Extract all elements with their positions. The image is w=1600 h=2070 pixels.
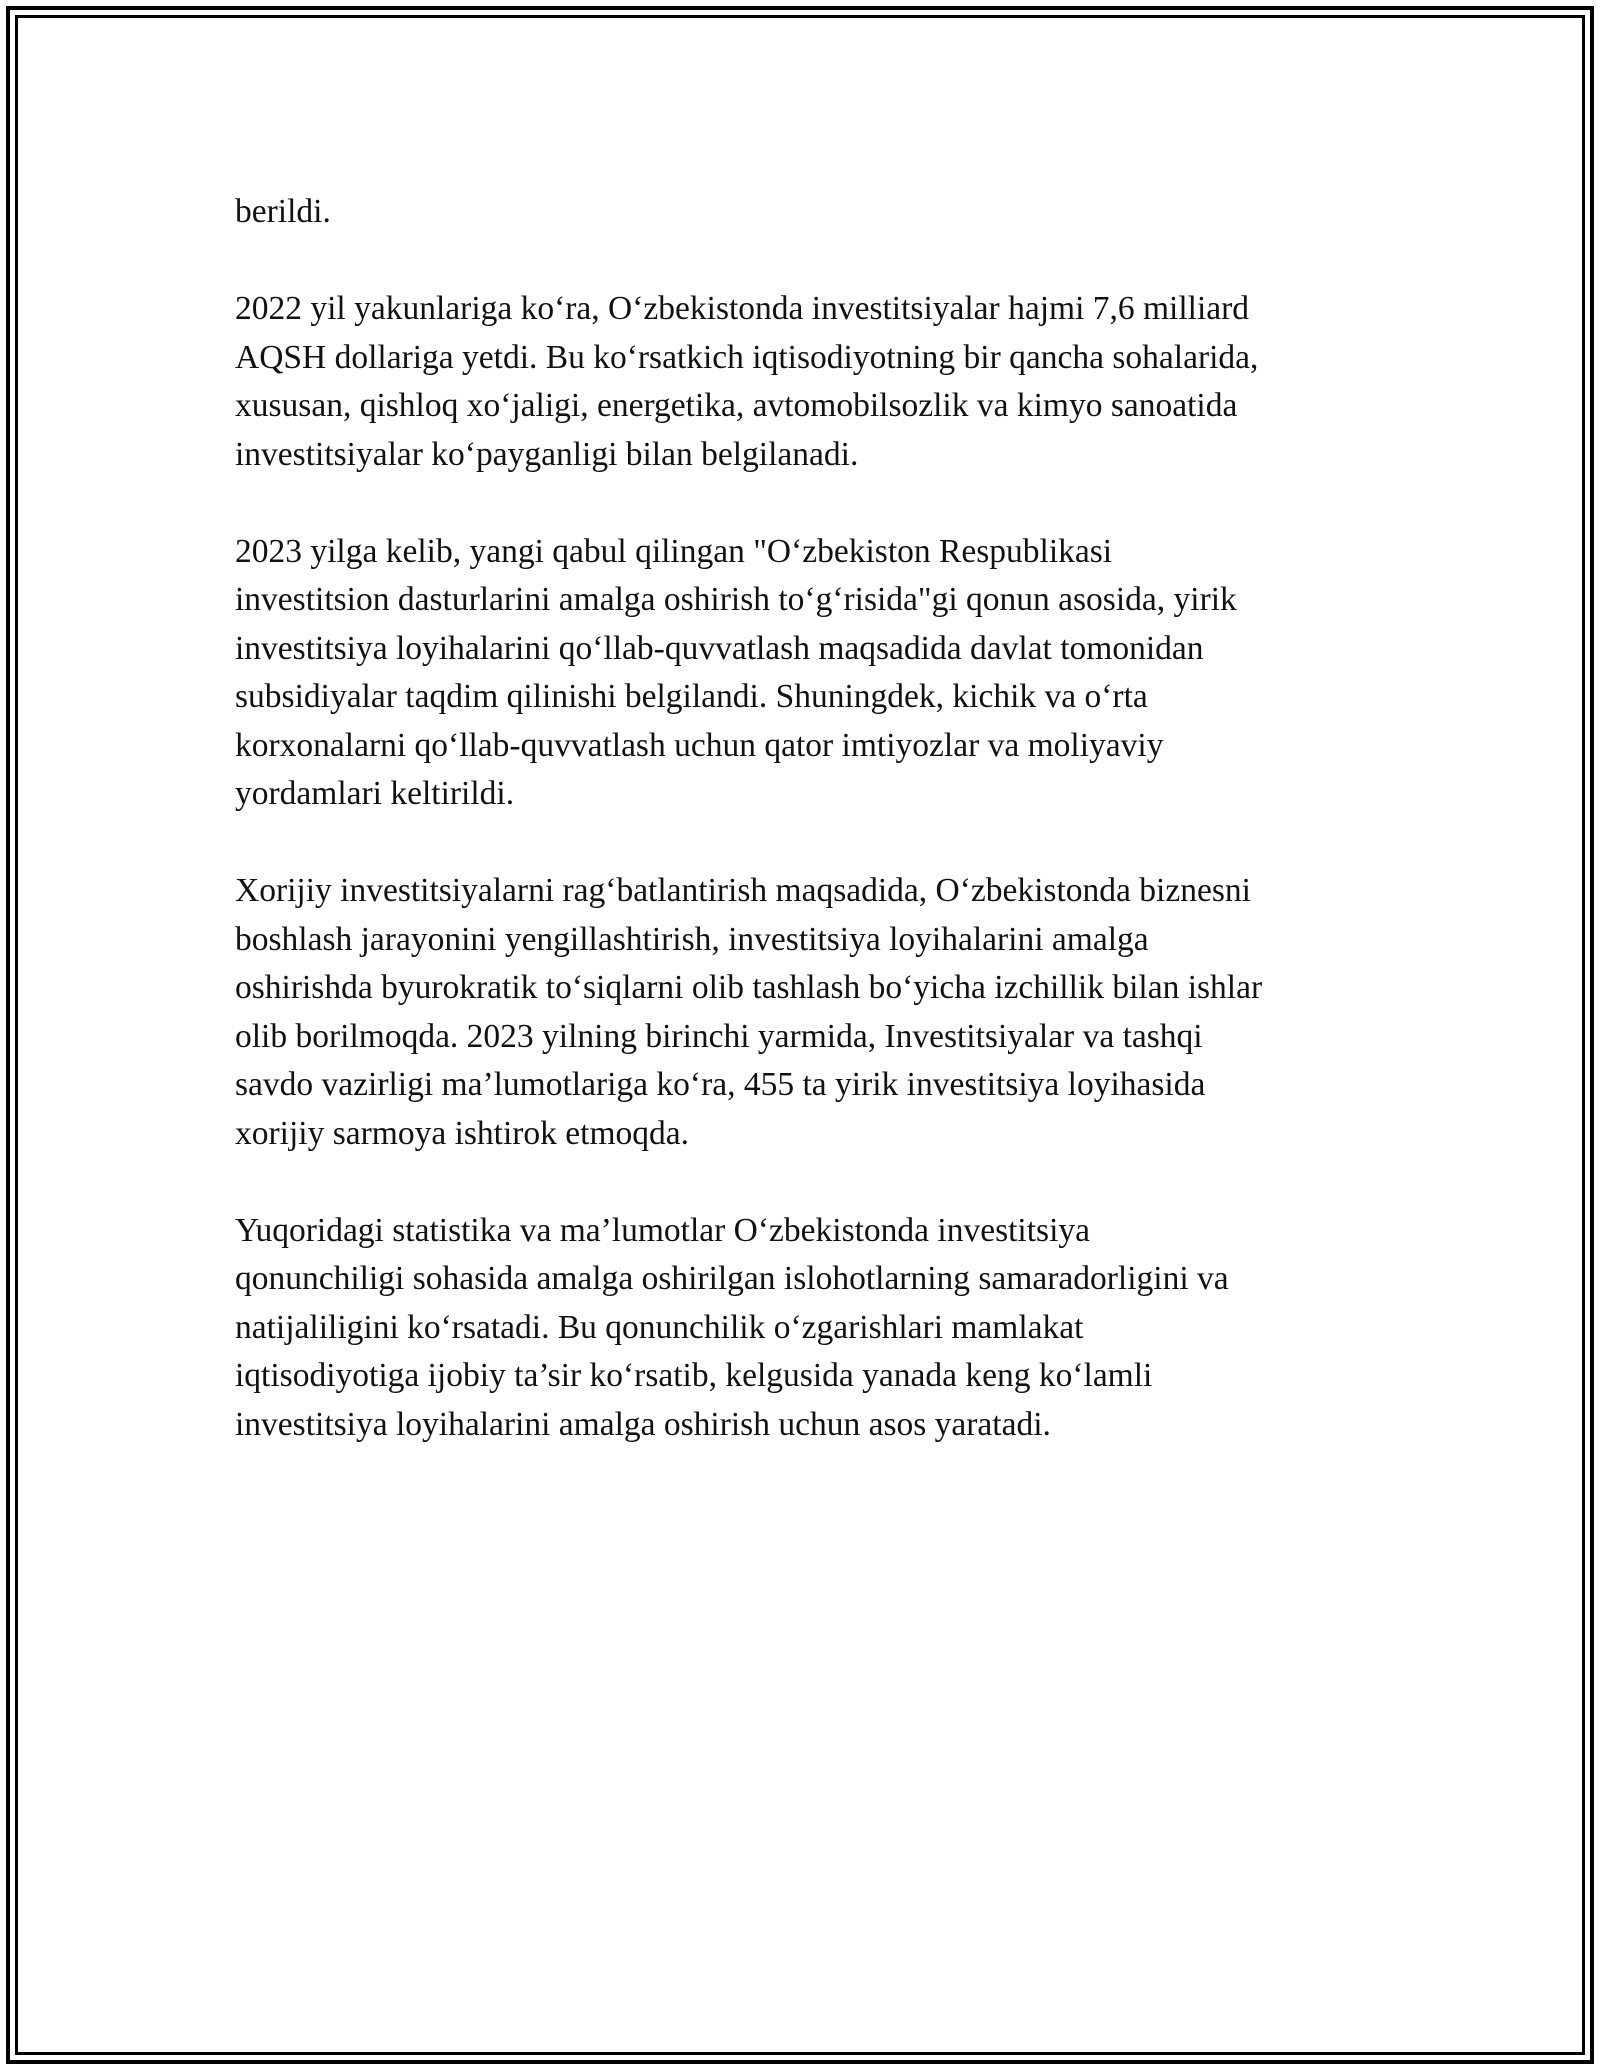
document-body [235, 188, 1370, 1498]
paragraph-2023-law: 2023 yilga kelib, yangi qabul qilingan "O‘zbekiston Respublikasi investitsion dasturlarini amalga oshirish to‘g‘risida"gi qonun asosida, yirik investitsiya loyihalarini qo‘llab-quvvatlash maqsadida davlat tomonidan subsidiyalar taqdim qilinishi belgilandi. Shuningdek, kichik va o‘rta korxonalarni qo‘llab-quvvatlash uchun qator imtiyozlar va moliyaviy yordamlari keltirildi. [235, 532, 1237, 812]
paragraph-conclusion: Yuqoridagi statistika va ma’lumotlar O‘zbekistonda investitsiya qonunchiligi sohasida amalga oshirilgan islohotlarning samaradorligini va natijaliligini ko‘rsatadi. Bu qonunchilik o‘zgarishlari mamlakat iqtisodiyotiga ijobiy ta’sir ko‘rsatib, kelgusida yanada keng ko‘lamli investitsiya loyihalarini amalga oshirish uchun asos yaratadi. [235, 1211, 1229, 1443]
paragraph-foreign-investment: Xorijiy investitsiyalarni rag‘batlantirish maqsadida, O‘zbekistonda biznesni boshlash jarayonini yengillashtirish, investitsiya loyihalarini amalga oshirishda byurokratik to‘siqlarni olib tashlash bo‘yicha izchillik bilan ishlar olib borilmoqda. 2023 yilning birinchi yarmida, Investitsiyalar va tashqi savdo vazirligi ma’lumotlariga ko‘ra, 455 ta yirik investitsiya loyihasida xorijiy sarmoya ishtirok etmoqda. [235, 872, 1263, 1152]
paragraph-2022-investments: 2022 yil yakunlariga ko‘ra, O‘zbekistonda investitsiyalar hajmi 7,6 milliard AQSH dollariga yetdi. Bu ko‘rsatkich iqtisodiyotning bir qancha sohalarida, xususan, qishloq xo‘jaligi, energetika, avtomobilsozlik va kimyo sanoatida investitsiyalar ko‘payganligi bilan belgilanadi. [235, 290, 1259, 473]
paragraph-continuation: berildi. [235, 193, 331, 230]
